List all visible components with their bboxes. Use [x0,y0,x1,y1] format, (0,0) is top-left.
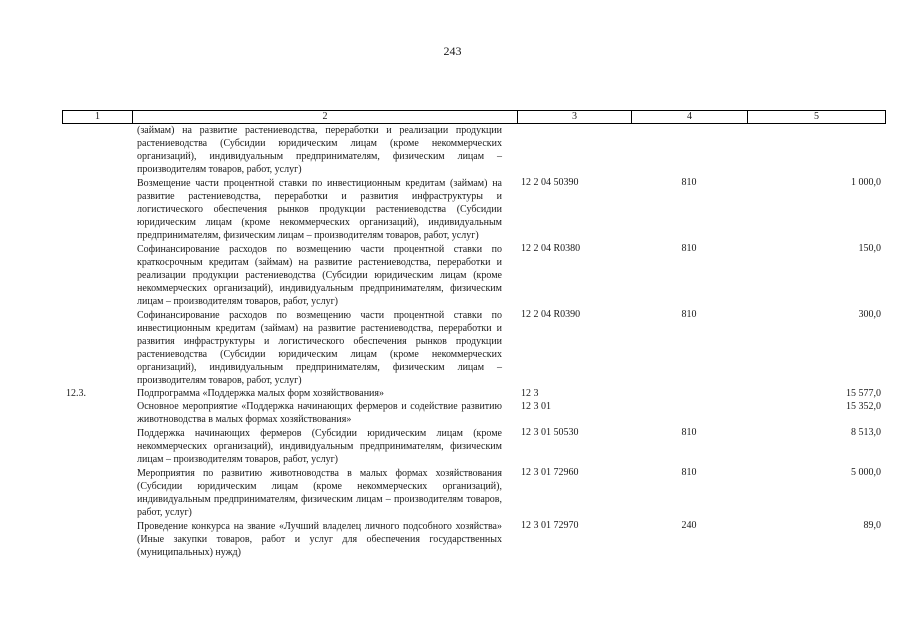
header-cell-3: 3 [518,111,632,123]
row-type: 810 [681,309,697,320]
page-number: 243 [443,44,462,58]
row-amount: 300,0 [858,309,881,320]
row-type: 810 [681,177,697,188]
row-amount: 89,0 [863,520,881,531]
table-row [0,387,905,400]
row-amount: 15 577,0 [846,388,881,399]
table-body [0,124,905,559]
row-name: Основное мероприятие «Поддержка начинающих фермеров и содействие развитию животноводства в малых формах хозяйствования» [137,401,502,425]
table-row [0,426,905,466]
header-cell-5: 5 [814,111,819,122]
table-row [0,124,905,176]
row-code: 12 2 04 R0390 [521,309,581,320]
row-code: 12 3 [521,388,539,399]
row-amount: 15 352,0 [846,401,881,412]
row-name: Возмещение части процентной ставки по инвестиционным кредитам (займам) на развитие растениеводства, переработки и развития инфраструктуры и логистического обеспечения рынков продукции растениеводства (Субсидии юридическим лицам (кроме некоммерческих организаций), индивидуальным предпринимателям, физическим лицам – производителям товаров, работ, услуг) [137,178,502,241]
row-name: Софинансирование расходов по возмещению части процентной ставки по краткосрочным кредитам (займам) на развитие растениеводства, переработки и реализации продукции растениеводства (Субсидии юридическим лицам (кроме некоммерческих организаций), индивидуальным предпринимателям, физическим лицам – производителям товаров, работ, услуг) [137,244,502,307]
row-name: Мероприятия по развитию животноводства в малых формах хозяйствования (Субсидии юридическим лицам (кроме некоммерческих организаций), индивидуальным предпринимателям, физическим лицам – производителям товаров, работ, услуг) [137,468,502,518]
row-type: 240 [681,520,697,531]
row-number: 12.3. [66,388,86,399]
table-row [0,176,905,242]
row-amount: 8 513,0 [851,427,881,438]
row-code: 12 3 01 50530 [521,427,579,438]
row-code: 12 3 01 72970 [521,520,579,531]
table-row [0,242,905,308]
row-code: 12 3 01 72960 [521,467,579,478]
row-code: 12 2 04 50390 [521,177,579,188]
row-code: 12 3 01 [521,401,551,412]
header-cell-2: 2 [133,111,518,123]
table-row [0,308,905,387]
row-name: Поддержка начинающих фермеров (Субсидии юридическим лицам (кроме некоммерческих организаций), индивидуальным предпринимателям, физическим лицам – производителям товаров, работ, услуг) [137,428,502,465]
table-row [0,519,905,559]
row-name: Подпрограмма «Поддержка малых форм хозяйствования» [137,388,385,399]
header-cell-1: 1 [63,111,133,123]
row-amount: 1 000,0 [851,177,881,188]
row-name: Софинансирование расходов по возмещению части процентной ставки по инвестиционным кредитам (займам) на развитие растениеводства, переработки и развития инфраструктуры и логистического обеспечения рынков продукции растениеводства (Субсидии юридическим лицам (кроме некоммерческих организаций), индивидуальным предпринимателям, физическим лицам – производителям товаров, работ, услуг) [137,310,502,386]
row-name: Проведение конкурса на звание «Лучший владелец личного подсобного хозяйства» (Иные закупки товаров, работ и услуг для обеспечения государственных (муниципальных) нужд) [137,521,502,558]
table-row [0,400,905,426]
header-cell-4: 4 [632,111,748,123]
row-type: 810 [681,427,697,438]
table-row [0,466,905,519]
row-amount: 150,0 [858,243,881,254]
row-name: (займам) на развитие растениеводства, переработки и реализации продукции растениеводства (Субсидии юридическим лицам (кроме некоммерческих организаций), индивидуальным предпринимателям, физическим лицам – производителям товаров, работ, услуг) [137,125,502,175]
row-code: 12 2 04 R0380 [521,243,581,254]
table-header-row [62,110,886,124]
row-amount: 5 000,0 [851,467,881,478]
row-type: 810 [681,243,697,254]
row-type: 810 [681,467,697,478]
